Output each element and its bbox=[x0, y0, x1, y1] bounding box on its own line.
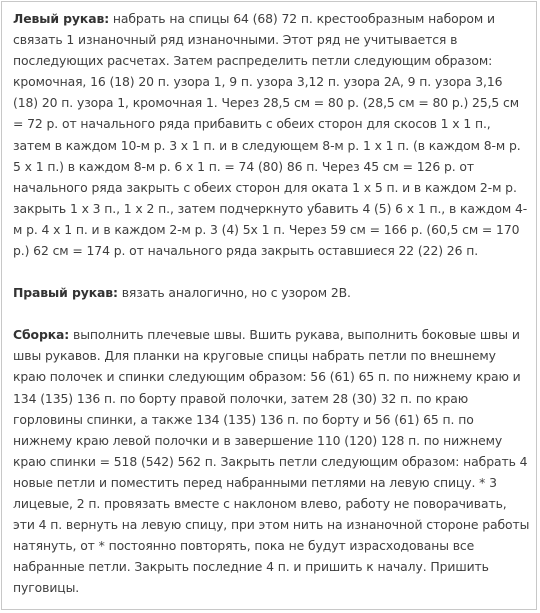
paragraph-text-assembly: выполнить плечевые швы. Вшить рукава, выполнить боковые швы и швы рукавов. Для планки на круговые спицы набрать петли по внешнему краю полочек и спинки следующим образом: 56 (61) 65 п. по нижнему краю и 134 (135) 136 п. по борту правой полочки, затем 28 (30) 32 п. по краю горловины спинки, а также 134 (135) 136 п. по борту и 56 (61) 65 п. по нижнему краю левой полочки и в завершение 110 (120) 128 п. по нижнему краю спинки = 518 (542) 562 п. Закрыть петли следующим образом: набрать 4 новые петли и поместить перед набранными петлями на левую спицу. * 3 лицевые, 2 п. провязать вместе с наклоном влево, работу не поворачивать, эти 4 п. вернуть на левую спицу, при этом нить на изнаночной стороне работы натянуть, от * постоянно повторять, пока не будут израсходованы все набранные петли. Закрыть последние 4 п. и пришить к началу. Пришить пуговицы. bbox=[13, 327, 530, 596]
paragraph-text-left-sleeve: набрать на спицы 64 (68) 72 п. крестообразным набором и связать 1 изнаночный ряд изнаночными. Этот ряд не учитывается в последующих расчетах. Затем распределить петли следующим образом: кромочная, 16 (18) 20 п. узора 1, 9 п. узора 3,12 п. узора 2А, 9 п. узора 3,16 (18) 20 п. узора 1, кромочная 1. Через 28,5 см = 80 р. (28,5 см = 80 р.) 25,5 см = 72 р. от начального ряда прибавить с обеих сторон для скосов 1 х 1 п., затем в каждом 10-м р. 3 х 1 п. и в следующем 8-м р. 1 х 1 п. (в каждом 8-м р. 5 х 1 п.) в каждом 8-м р. 6 х 1 п. = 74 (80) 86 п. Через 45 см = 126 р. от начального ряда закрыть с обеих сторон для оката 1 х 5 п. и в каждом 2-м р. закрыть 1 х 3 п., 1 х 2 п., затем подчеркнуто убавить 4 (5) 6 х 1 п., в каждом 4-м р. 4 х 1 п. и в каждом 2-м р. 3 (4) 5х 1 п. Через 59 см = 166 р. (60,5 см = 170 р.) 62 см = 174 р. от начального ряда закрыть оставшиеся 22 (22) 26 п. bbox=[13, 11, 528, 259]
paragraph-assembly bbox=[13, 324, 531, 598]
paragraph-gap bbox=[13, 261, 531, 282]
paragraph-text-right-sleeve: вязать аналогично, но с узором 2В. bbox=[117, 285, 351, 301]
paragraph-label-left-sleeve: Левый рукав: bbox=[13, 11, 110, 26]
paragraph-gap bbox=[13, 303, 531, 324]
paragraph-label-assembly: Сборка: bbox=[13, 327, 70, 343]
paragraph-label-right-sleeve: Правый рукав: bbox=[13, 285, 118, 301]
paragraph-left-sleeve bbox=[13, 8, 531, 261]
document-body bbox=[13, 8, 531, 598]
paragraph-right-sleeve bbox=[13, 282, 531, 303]
